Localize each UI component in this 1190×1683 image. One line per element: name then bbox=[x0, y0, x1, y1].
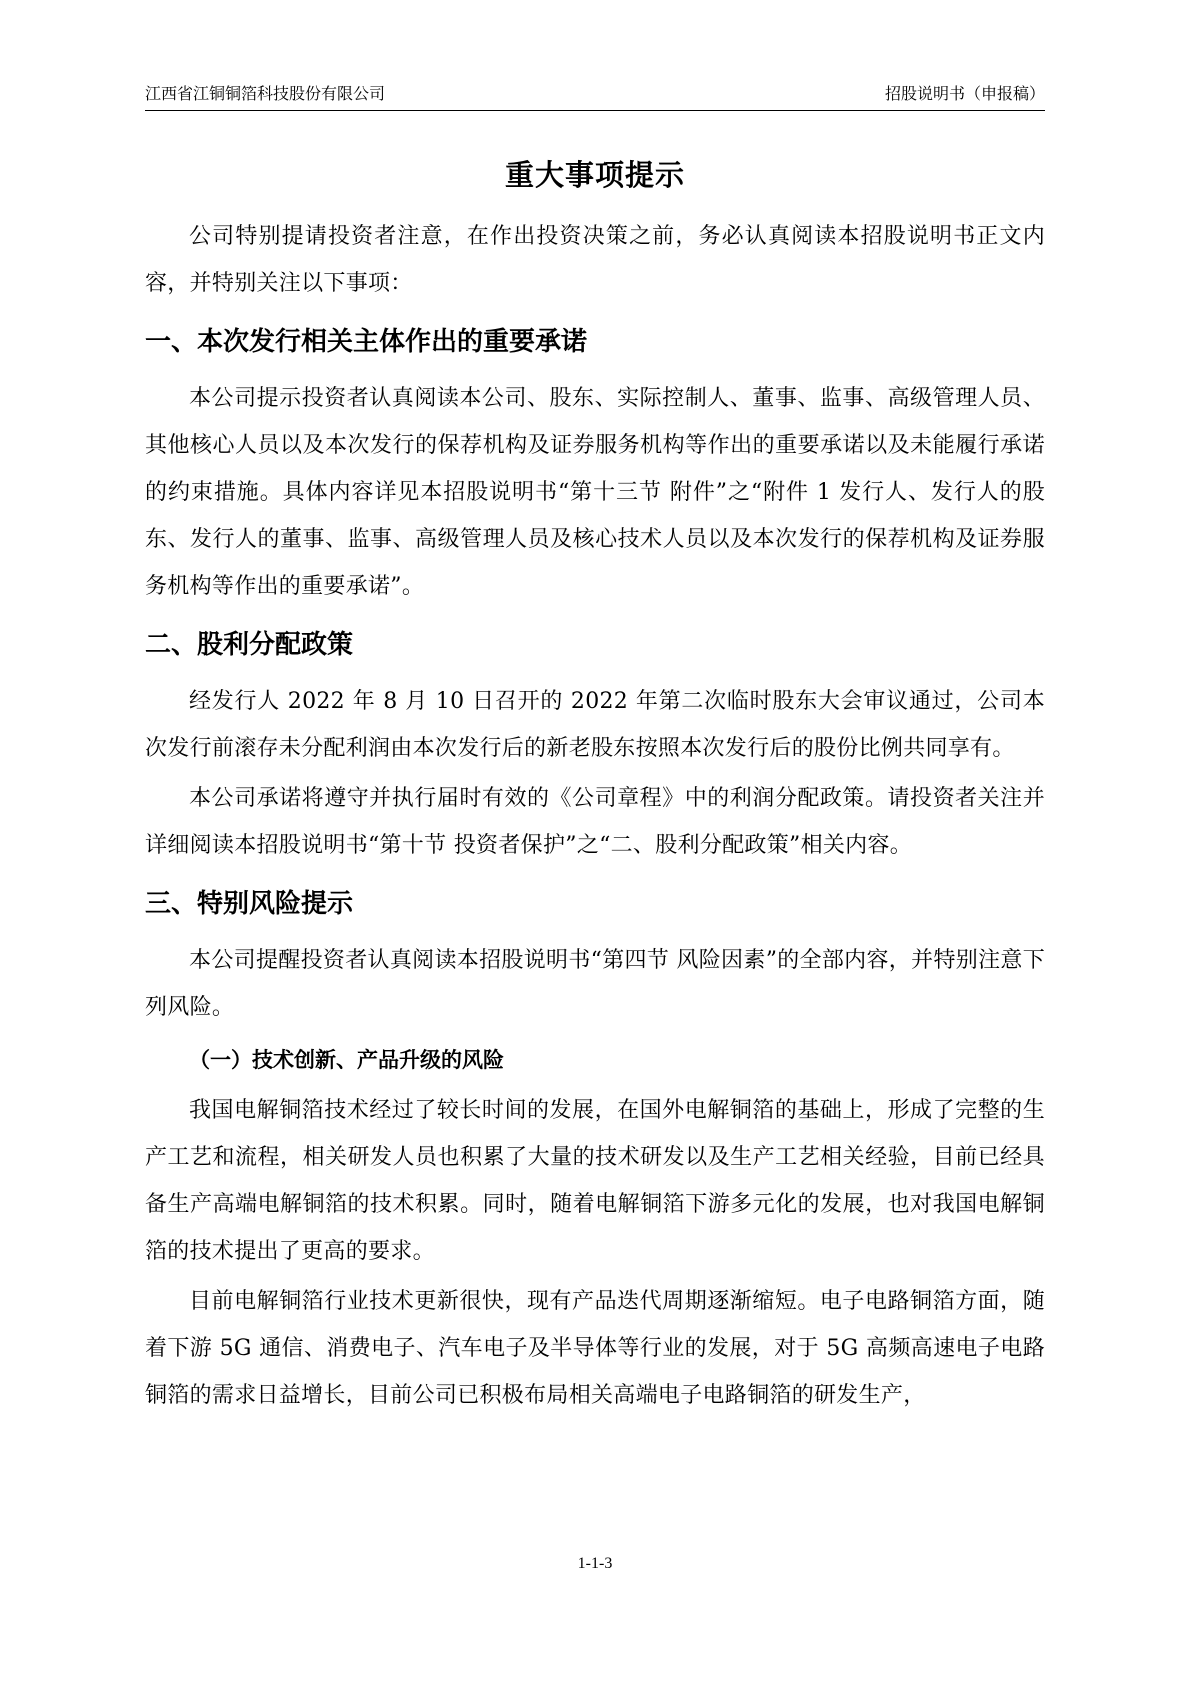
page-title: 重大事项提示 bbox=[504, 158, 685, 192]
section-heading-risk-notice: 三、特别风险提示 bbox=[145, 889, 354, 919]
header-document-type: 招股说明书（申报稿） bbox=[884, 84, 1045, 103]
technology-risk-paragraph-1: 我国电解铜箔技术经过了较长时间的发展，在国外电解铜箔的基础上，形成了完整的生产工艺和流程，相关研发人员也积累了大量的技术研发以及生产工艺相关经验，目前已经具备生产高端电解铜箔的技术积累。同时，随着电解铜箔下游多元化的发展，也对我国电解铜箔的技术提出了更高的要求。 bbox=[145, 1098, 1045, 1264]
page-header bbox=[145, 84, 1045, 111]
page-number: 1-1-3 bbox=[577, 1555, 613, 1572]
dividend-paragraph-1: 经发行人 2022 年 8 月 10 日召开的 2022 年第二次临时股东大会审议通过，公司本次发行前滚存未分配利润由本次发行后的新老股东按照本次发行后的股份比例共同享有。 bbox=[145, 689, 1045, 761]
risk-intro-paragraph: 本公司提醒投资者认真阅读本招股说明书“第四节 风险因素”的全部内容，并特别注意下列风险。 bbox=[145, 948, 1045, 1020]
page-content bbox=[145, 155, 1045, 1422]
intro-paragraph: 公司特别提请投资者注意，在作出投资决策之前，务必认真阅读本招股说明书正文内容，并特别关注以下事项： bbox=[145, 224, 1045, 296]
dividend-paragraph-2: 本公司承诺将遵守并执行届时有效的《公司章程》中的利润分配政策。请投资者关注并详细阅读本招股说明书“第十节 投资者保护”之“二、股利分配政策”相关内容。 bbox=[145, 786, 1045, 858]
section-heading-commitments: 一、本次发行相关主体作出的重要承诺 bbox=[145, 327, 588, 357]
technology-risk-paragraph-2: 目前电解铜箔行业技术更新很快，现有产品迭代周期逐渐缩短。电子电路铜箔方面，随着下游 5G 通信、消费电子、汽车电子及半导体等行业的发展，对于 5G 高频高速电子电路铜箔的需求日益增长，目前公司已积极布局相关高端电子电路铜箔的研发生产， bbox=[145, 1289, 1045, 1408]
header-company-name: 江西省江铜铜箔科技股份有限公司 bbox=[145, 84, 386, 103]
section-heading-dividend-policy: 二、股利分配政策 bbox=[145, 630, 354, 660]
commitments-paragraph: 本公司提示投资者认真阅读本公司、股东、实际控制人、董事、监事、高级管理人员、其他核心人员以及本次发行的保荐机构及证券服务机构等作出的重要承诺以及未能履行承诺的约束措施。具体内容详见本招股说明书“第十三节 附件”之“附件 1 发行人、发行人的股东、发行人的董事、监事、高级管理人员及核心技术人员以及本次发行的保荐机构及证券服务机构等作出的重要承诺”。 bbox=[145, 386, 1045, 599]
subsection-heading-technology-risk: （一）技术创新、产品升级的风险 bbox=[189, 1048, 504, 1072]
